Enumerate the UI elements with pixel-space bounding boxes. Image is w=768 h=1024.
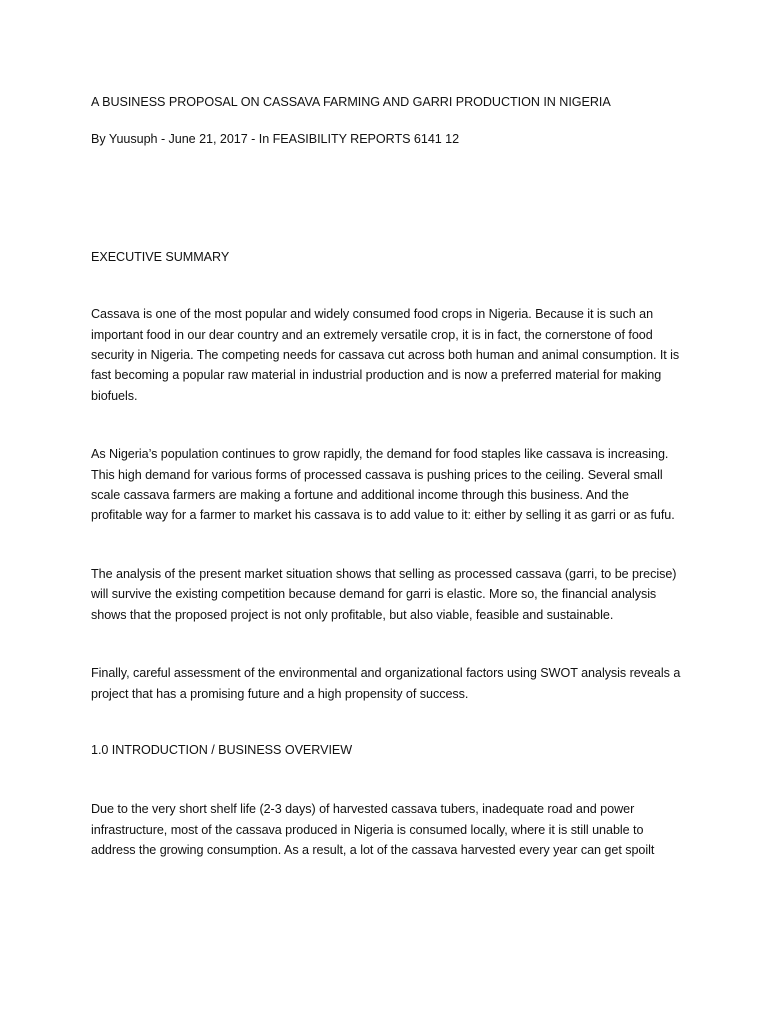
document-title: A BUSINESS PROPOSAL ON CASSAVA FARMING AND GARRI PRODUCTION IN NIGERIA xyxy=(91,95,611,109)
document-body xyxy=(91,92,683,861)
paragraph-demand: As Nigeria’s population continues to grow rapidly, the demand for food staples like cassava is increasing. This high demand for various forms of processed cassava is pushing prices to the ceiling. Several small scale cassava farmers are making a fortune and additional income through this business. And the profitable way for a farmer to market his cassava is to add value to it: either by selling it as garri or as fufu. xyxy=(91,447,675,523)
paragraph-cassava-overview: Cassava is one of the most popular and widely consumed food crops in Nigeria. Because it is such an important food in our dear country and an extremely versatile crop, it is in fact, the cornerstone of food security in Nigeria. The competing needs for cassava cut across both human and animal consumption. It is fast becoming a popular raw material in industrial production and is now a preferred material for making biofuels. xyxy=(91,307,680,403)
paragraph-market-analysis: The analysis of the present market situation shows that selling as processed cassava (garri, to be precise) will survive the existing competition because demand for garri is elastic. More so, the financial analysis shows that the proposed project is not only profitable, but also viable, feasible and sustainable. xyxy=(91,566,677,622)
byline: By Yuusuph - June 21, 2017 - In FEASIBILITY REPORTS 6141 12 xyxy=(91,132,460,147)
introduction-heading: 1.0 INTRODUCTION / BUSINESS OVERVIEW xyxy=(91,742,353,757)
paragraph-introduction: Due to the very short shelf life (2-3 days) of harvested cassava tubers, inadequate road and power infrastructure, most of the cassava produced in Nigeria is consumed locally, where it is still unable to address the growing consumption. As a result, a lot of the cassava harvested every year can get spoilt xyxy=(91,802,655,858)
paragraph-swot: Finally, careful assessment of the environmental and organizational factors using SWOT analysis reveals a project that has a promising future and a high propensity of success. xyxy=(91,666,681,701)
executive-summary-heading: EXECUTIVE SUMMARY xyxy=(91,249,230,264)
